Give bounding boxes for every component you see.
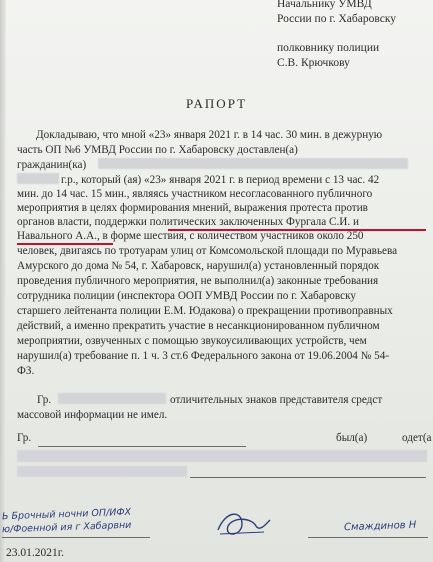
scan-edge bbox=[0, 0, 6, 562]
signature-line bbox=[308, 536, 428, 538]
redacted-name bbox=[98, 158, 408, 169]
body-line: нарушил(а) требование п. 1 ч. 3 ст.6 Федерального закона от 19.06.2004 № 54- bbox=[17, 350, 390, 362]
body-line: старшего лейтенанта полиции Е.М. Юдакова) о прекращении противоправных bbox=[17, 305, 393, 317]
body-line: органов власти, поддержки политических заключенных Фургала С.И. и bbox=[17, 216, 359, 228]
handwritten-signature-name: Смаждинов Н bbox=[343, 519, 417, 534]
body-line: ФЗ. bbox=[17, 365, 35, 377]
footer-dressed: одет(а bbox=[402, 432, 432, 444]
addressee-line-4: С.В. Крючкову bbox=[277, 57, 350, 69]
footer-gr-label: Гр. bbox=[37, 394, 52, 406]
body-line: Навального А.А., в форме шествия, с количеством участников около 250 bbox=[17, 230, 364, 242]
redacted-line bbox=[17, 450, 427, 462]
document-title: РАПОРТ bbox=[185, 96, 248, 111]
body-line: мин. до 14 час. 15 мин., являясь участником несогласованного публичного bbox=[17, 188, 373, 200]
body-line: гражданин(ка) bbox=[17, 159, 87, 171]
addressee-line-3: полковнику полиции bbox=[277, 42, 380, 54]
signature-line bbox=[2, 536, 150, 538]
body-line: человек, двигаясь по тротуарам улиц от Комсомольской площади по Муравьева bbox=[17, 245, 398, 257]
blank-line bbox=[190, 476, 426, 478]
addressee-line-2: России по г. Хабаровску bbox=[277, 13, 396, 25]
body-line: проведения публичного мероприятия, не выполнил(а) законные требования bbox=[17, 275, 379, 287]
footer-gr-label: Гр. bbox=[17, 432, 32, 444]
body-line: часть ОП №6 УМВД России по г. Хабаровску доставлен(а) bbox=[17, 144, 298, 156]
body-line: Амурского до дома № 54, г. Хабаровск, нарушил(а) установленный порядок bbox=[17, 260, 380, 272]
signature-mark bbox=[212, 506, 272, 542]
body-line: мероприятии, озвученных с помощью звукоусиливающих устройств, чем bbox=[17, 335, 367, 347]
redacted-line bbox=[17, 466, 187, 477]
addressee-line-1: Начальнику УМВД bbox=[277, 0, 372, 10]
body-line: мероприятия в целях формирования мнений, выражения протеста против bbox=[17, 202, 368, 214]
body-line: Докладываю, что мной «23» января 2021 г. в 14 час. 30 мин. в дежурную bbox=[36, 129, 383, 141]
redacted-name bbox=[58, 393, 166, 404]
body-line: сотрудника полиции (инспектора ООП УМВД России по г. Хабаровску bbox=[17, 290, 356, 302]
handwritten-position-1: Ь Брочный ночни ОП/ИФХ bbox=[1, 506, 132, 523]
footer-mass-media: массовой информации не имел. bbox=[17, 409, 168, 421]
redacted-birthdate bbox=[17, 173, 59, 184]
body-line: действий, а именно прекратить участие в несанкционированном публичном bbox=[17, 320, 380, 332]
blank-line bbox=[38, 445, 246, 447]
document-date: 23.01.2021г. bbox=[6, 547, 65, 559]
body-line: г.р., который (ая) «23» января 2021 г. в период времени с 13 час. 42 bbox=[61, 174, 380, 186]
footer-no-signs: отличительных знаков представителя средст bbox=[170, 394, 383, 406]
footer-was: был(а) bbox=[336, 432, 368, 444]
handwritten-position-2: ю/Фоенной ия г Хабарвни bbox=[1, 519, 132, 536]
